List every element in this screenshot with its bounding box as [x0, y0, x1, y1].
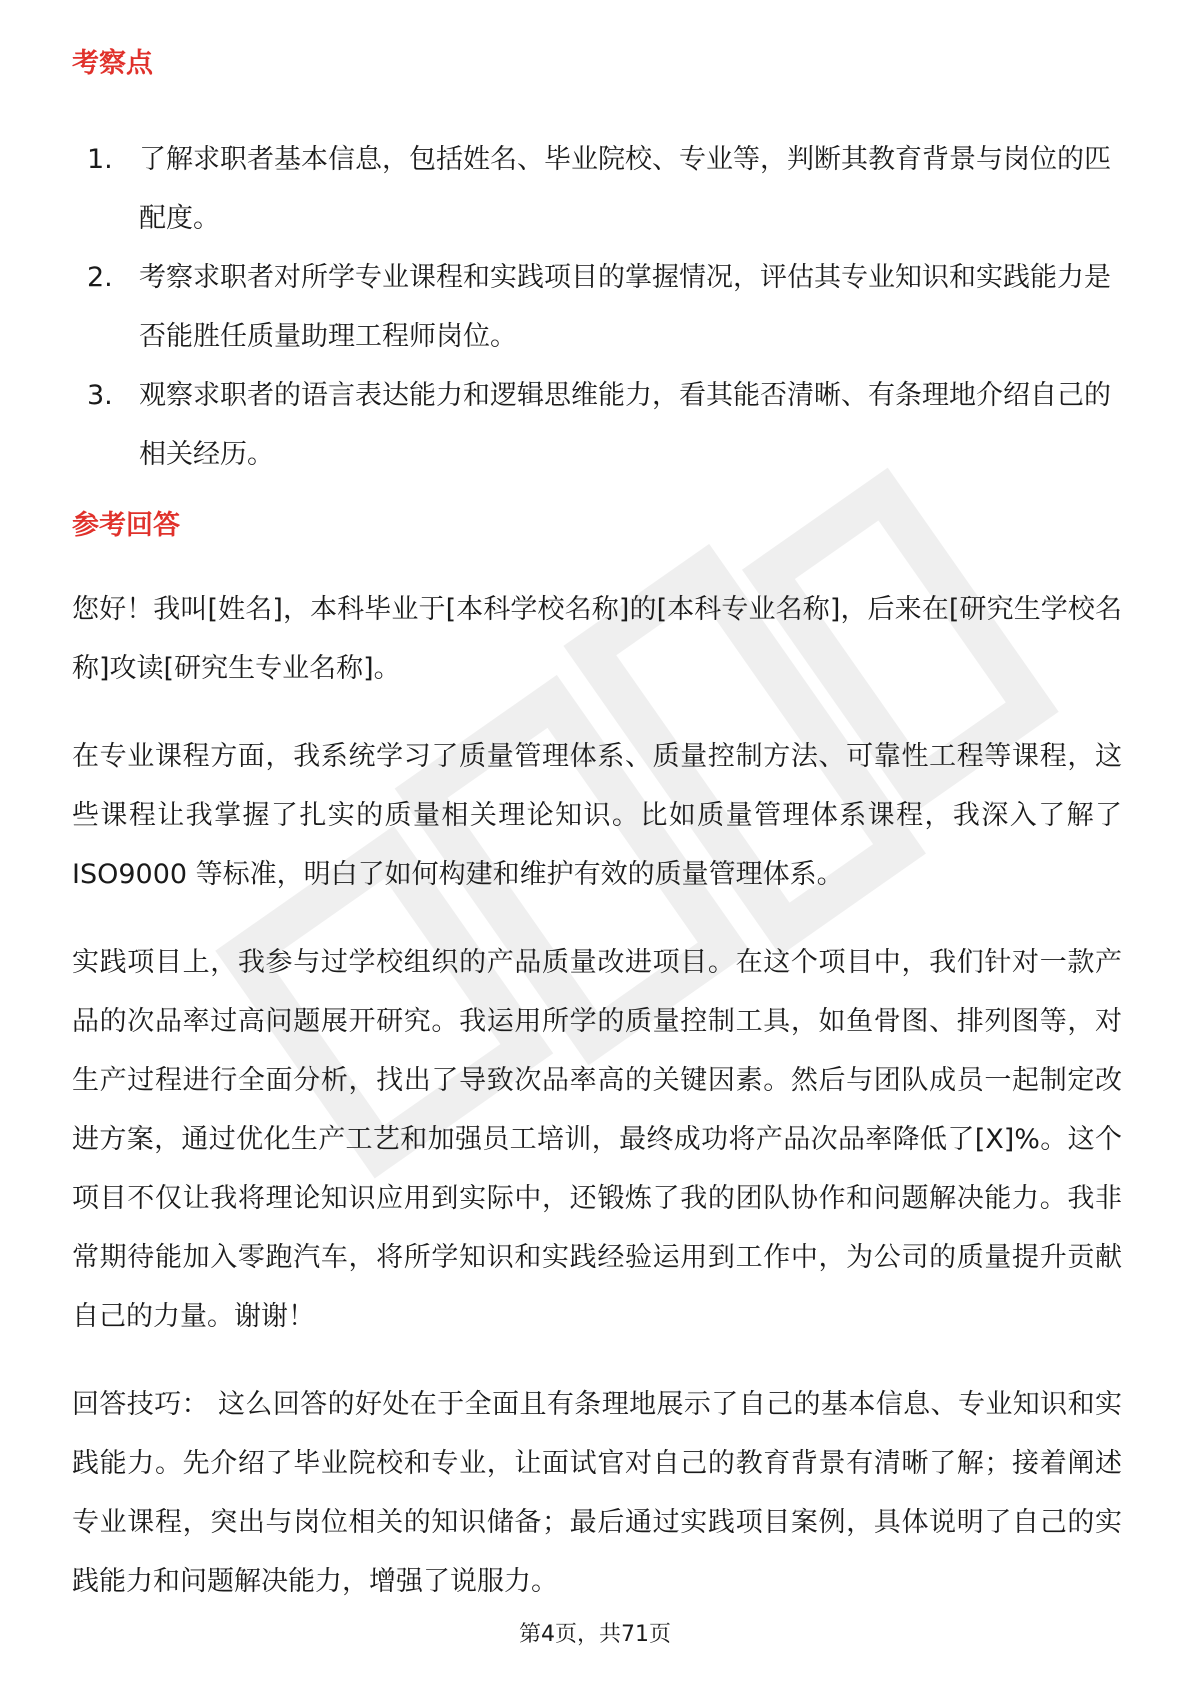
section-title-reference-answer: 参考回答	[72, 510, 180, 541]
section-title-exam-points: 考察点	[72, 48, 153, 79]
page-number: 第4页，共71页	[519, 1622, 671, 1647]
list-item	[72, 130, 1122, 248]
list-text: 了解求职者基本信息，包括姓名、毕业院校、专业等，判断其教育背景与岗位的匹配度。	[139, 144, 1111, 234]
document-body	[72, 44, 1122, 1611]
list-number: 1.	[87, 144, 113, 175]
list-number: 2.	[87, 262, 113, 293]
answer-paragraph-project: 实践项目上，我参与过学校组织的产品质量改进项目。在这个项目中，我们针对一款产品的次品率过高问题展开研究。我运用所学的质量控制工具，如鱼骨图、排列图等，对生产过程进行全面分析，找出了导致次品率高的关键因素。然后与团队成员一起制定改进方案，通过优化生产工艺和加强员工培训，最终成功将产品次品率降低了[X]%。这个项目不仅让我将理论知识应用到实际中，还锻炼了我的团队协作和问题解决能力。我非常期待能加入零跑汽车，将所学知识和实践经验运用到工作中，为公司的质量提升贡献自己的力量。谢谢！	[72, 947, 1122, 1332]
list-item	[72, 366, 1122, 484]
exam-points-list	[72, 130, 1122, 484]
answer-paragraph-courses: 在专业课程方面，我系统学习了质量管理体系、质量控制方法、可靠性工程等课程，这些课程让我掌握了扎实的质量相关理论知识。比如质量管理体系课程，我深入了解了 ISO9000 等标准，明白了如何构建和维护有效的质量管理体系。	[72, 741, 1122, 890]
answer-paragraph-intro: 您好！我叫[姓名]，本科毕业于[本科学校名称]的[本科专业名称]，后来在[研究生学校名称]攻读[研究生专业名称]。	[72, 594, 1122, 684]
list-item	[72, 248, 1122, 366]
answer-tips-paragraph: 回答技巧： 这么回答的好处在于全面且有条理地展示了自己的基本信息、专业知识和实践能力。先介绍了毕业院校和专业，让面试官对自己的教育背景有清晰了解；接着阐述专业课程，突出与岗位相关的知识储备；最后通过实践项目案例，具体说明了自己的实践能力和问题解决能力，增强了说服力。	[72, 1389, 1122, 1597]
list-text: 考察求职者对所学专业课程和实践项目的掌握情况，评估其专业知识和实践能力是否能胜任质量助理工程师岗位。	[139, 262, 1111, 352]
list-number: 3.	[87, 380, 113, 411]
list-text: 观察求职者的语言表达能力和逻辑思维能力，看其能否清晰、有条理地介绍自己的相关经历。	[139, 380, 1111, 470]
